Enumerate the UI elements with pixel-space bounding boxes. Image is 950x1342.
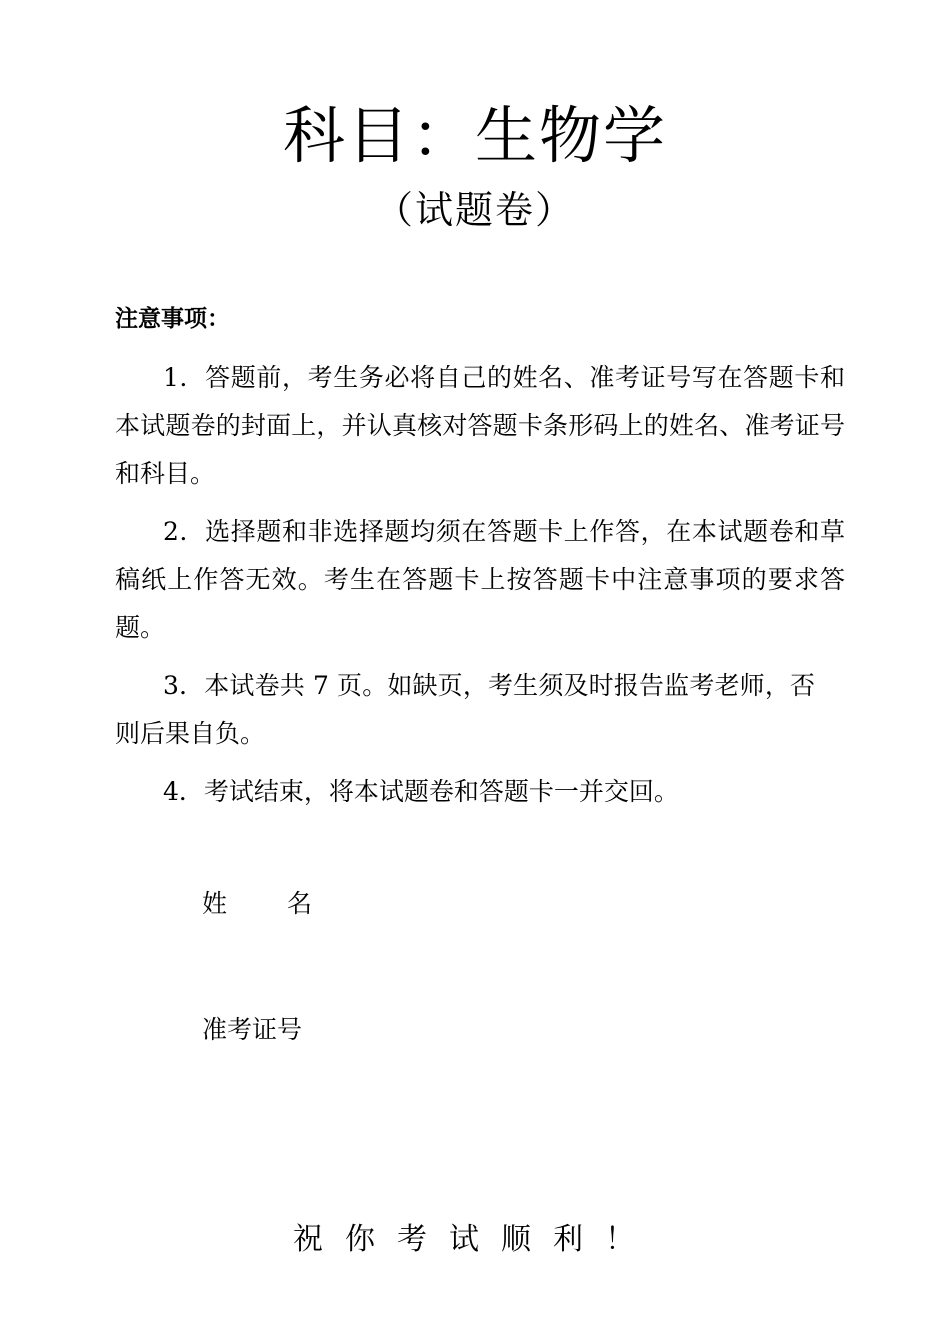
exam-id-field-label: 准考证号 xyxy=(202,1015,303,1044)
blessing-text: 祝你考试顺利！ xyxy=(293,1222,657,1257)
name-field-label: 姓名 xyxy=(202,889,373,918)
page-subtitle: （试题卷） xyxy=(374,188,575,232)
notice-heading: 注意事项： xyxy=(115,306,230,332)
page-title: 科目：生物学 xyxy=(282,99,667,172)
notice-item-4: 4．考试结束，将本试题卷和答题卡一并交回。 xyxy=(163,777,679,806)
notice-item-3: 3．本试卷共 7 页。如缺页，考生须及时报告监考老师，否则后果自负。 xyxy=(115,671,815,748)
notice-item-2: 2．选择题和非选择题均须在答题卡上作答，在本试题卷和草稿纸上作答无效。考生在答题卡上按答题卡中注意事项的要求答题。 xyxy=(115,517,845,642)
notice-item-1: 1．答题前，考生务必将自己的姓名、准考证号写在答题卡和本试题卷的封面上，并认真核对答题卡条形码上的姓名、准考证号和科目。 xyxy=(115,363,845,488)
notice-list xyxy=(115,354,845,826)
